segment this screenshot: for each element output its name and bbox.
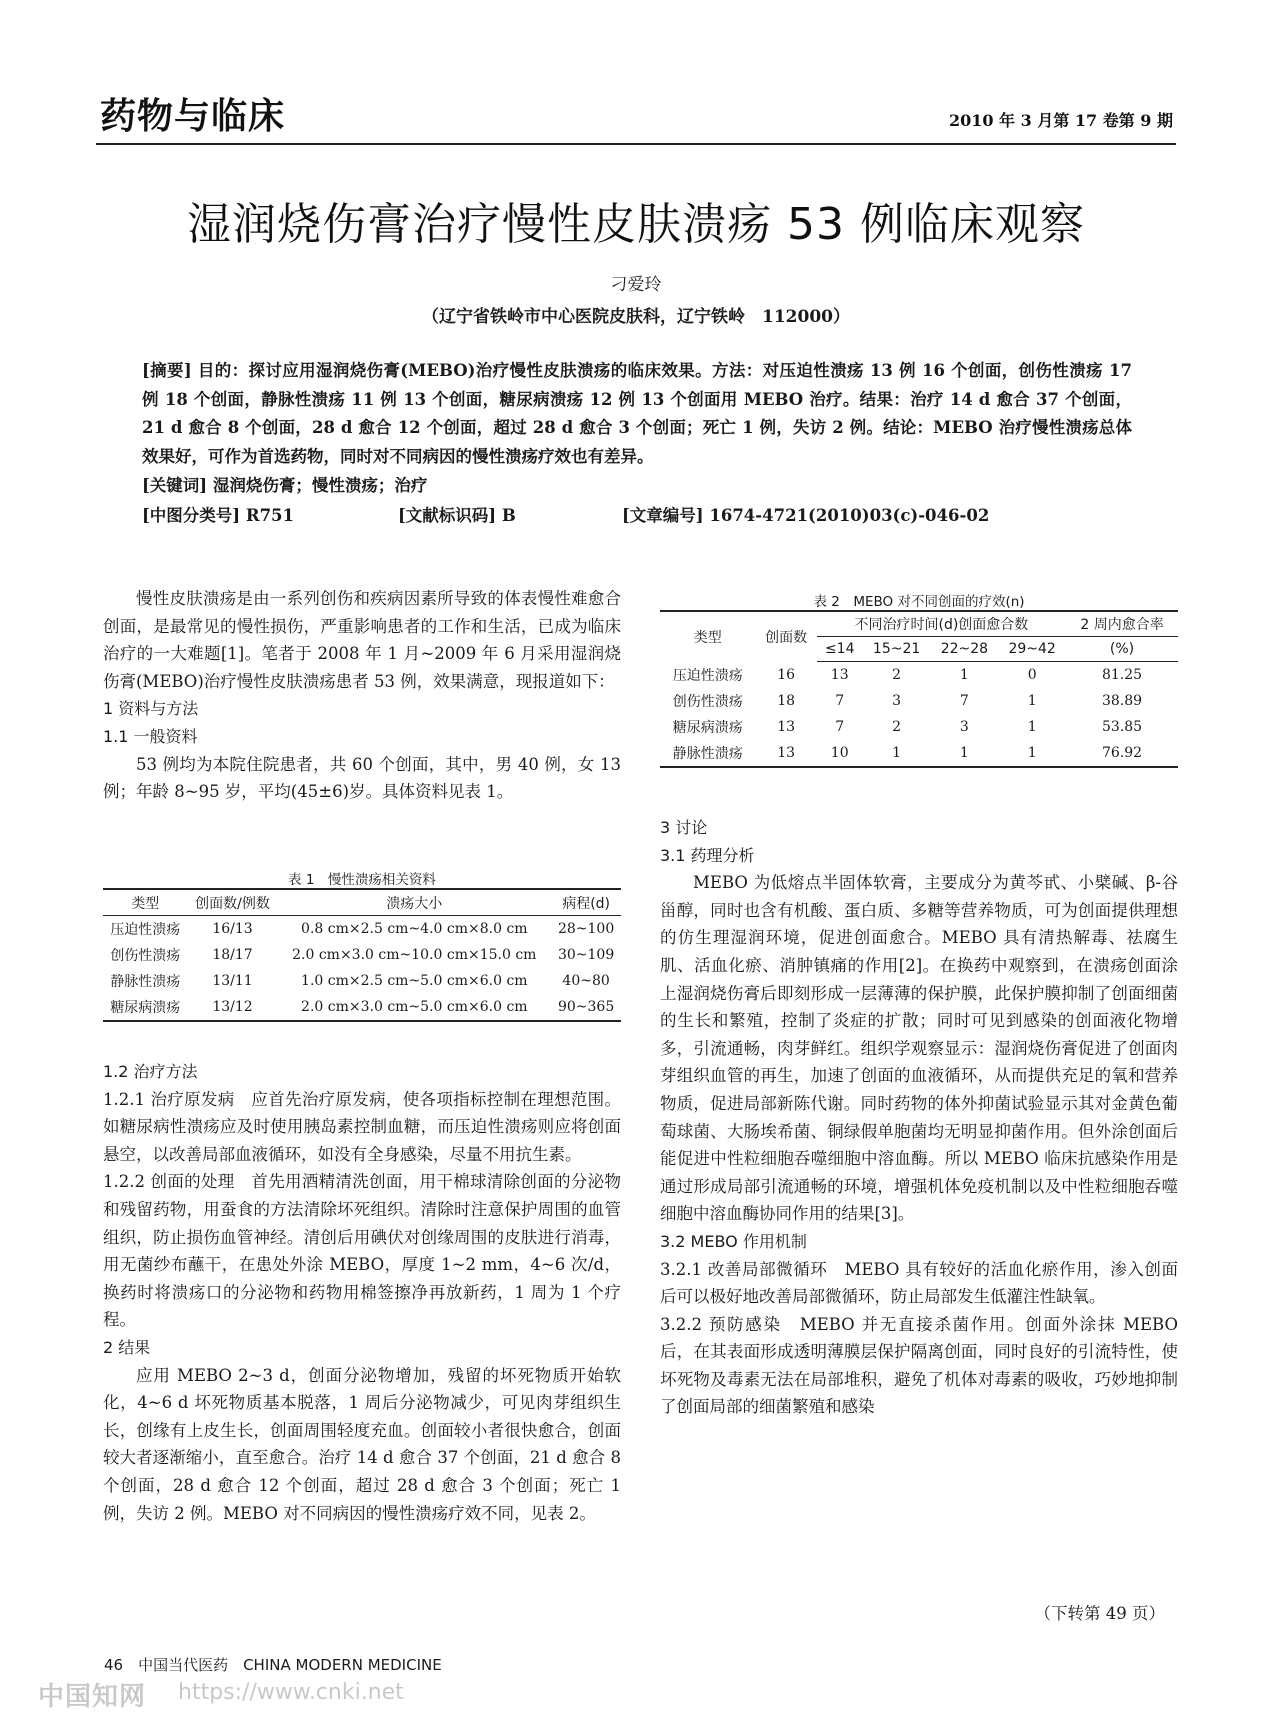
table-cell: 18 [777,693,796,709]
issue-info: 2010 年 3 月第 17 卷第 9 期 [948,111,1173,130]
heading-3-1: 3.1 药理分析 [660,845,755,865]
paragraph-3-2-2: 3.2.2 预防感染 MEBO 并无直接杀菌作用。创面外涂抹 MEBO 后，在其表面形成透明薄膜层保护隔离创面，同时良好的引流特性，使坏死物及毒素无法在局部堆积，避免了机体对毒素的吸收，巧妙地抑制了创面局部的细菌繁殖和感染 [660,1314,1178,1417]
table-1-header: 创面数/例数 [188,889,278,916]
table-row [660,740,1178,767]
table-cell: 13 [830,667,849,683]
table-2-subheader: 29~42 [998,637,1066,662]
table-1-header: 病程(d) [551,889,621,916]
intro-paragraph: 慢性皮肤溃疡是由一系列创伤和疾病因素所导致的体表慢性难愈合创面，是最常见的慢性损伤，严重影响患者的工作和生活，已成为临床治疗的一大难题[1]。笔者于 2008 年 1 月~2009 年 6 月采用湿润烧伤膏(MEBO)治疗慢性皮肤溃疡患者 53 例，效果满意，现报道如下： [103,589,621,691]
table-cell: 7 [835,719,845,735]
table-cell: 1 [1027,745,1037,761]
paragraph-3-1: MEBO 为低熔点半固体软膏，主要成分为黄芩甙、小檗碱、β-谷甾醇，同时也含有机酸、蛋白质、多糖等营养物质，可为创面提供理想的仿生理湿润环境，促进创面愈合。MEBO 具有清热解毒、祛腐生肌、活血化瘀、消肿镇痛的作用[2]。在换药中观察到，在溃疡创面涂上湿润烧伤膏后即刻形成一层薄薄的保护膜，此保护膜抑制了创面细菌的生长和繁殖，控制了炎症的扩散；同时可见到感染的创面液化物增多，引流通畅，肉芽鲜红。组织学观察显示：湿润烧伤膏促进了创面肉芽组织血管的再生，加速了创面的血液循环，从而提供充足的氧和营养物质，促进局部新陈代谢。同时药物的体外抑菌试验显示其对金黄色葡萄球菌、大肠埃希菌、铜绿假单胞菌均无明显抑菌作用。但外涂创面后能促进中性粒细胞吞噬细胞中溶血酶。所以 MEBO 临床抗感染作用是通过形成局部引流通畅的环境，增强机体免疫机制以及中性粒细胞吞噬细胞中溶血酶协同作用的结果[3]。 [660,873,1178,1224]
table-cell: 13 [777,719,796,735]
table-2-caption: 表 2 MEBO 对不同创面的疗效(n) [813,594,1025,610]
cnki-watermark-logo: 中国知网 [38,1682,147,1712]
table-cell: 13/11 [212,973,253,989]
table-cell: 16 [777,666,796,683]
paragraph-3-2-1: 3.2.1 改善局部微循环 MEBO 具有较好的活血化瘀作用，渗入创面后可以极好地改善局部微循环，防止局部发生低灌注性缺氧。 [660,1259,1178,1307]
heading-1-2: 1.2 治疗方法 [103,1062,198,1081]
table-cell: 2 [892,667,902,683]
table-cell: 压迫性溃疡 [672,667,743,684]
cnki-watermark-url: https://www.cnki.net [178,1680,404,1705]
heading-3-2: 3.2 MEBO 作用机制 [660,1231,807,1251]
table-cell: 28~100 [557,921,615,937]
author: 刁爱玲 [610,275,662,295]
table-2-header-count: 创面数 [765,629,808,646]
heading-3: 3 讨论 [660,818,708,837]
table-cell: 0.8 cm×2.5 cm~4.0 cm×8.0 cm [301,921,528,937]
table-cell: 13 [777,745,796,761]
left-column-top [103,585,621,806]
table-cell: 76.92 [1101,745,1143,761]
paragraph-1-2-2: 1.2.2 创面的处理 首先用酒精清洗创面，用干棉球清除创面的分泌物和残留药物，用蚕食的方法清除坏死组织。清除时注意保护周围的血管组织，防止损伤血管神经。清创后用碘伏对创缘周围的皮肤进行消毒，用无菌纱布蘸干，在患处外涂 MEBO，厚度 1~2 mm，4~6 次/d，换药时将溃疡口的分泌物和药物用棉签擦净再放新药，1 周为 1 个疗程。 [103,1172,621,1330]
heading-2: 2 结果 [103,1337,151,1357]
table-2-header-group: 不同治疗时间(d)创面愈合数 [817,611,1066,637]
table-cell: 16/13 [212,921,253,937]
table-cell: 创伤性溃疡 [110,948,181,964]
table-cell: 90~365 [557,999,615,1015]
table-cell: 81.25 [1101,667,1143,683]
table-cell: 0 [1027,667,1037,683]
right-column [660,814,1178,1421]
header-rule [96,143,1176,145]
abstract: [摘要] 目的：探讨应用湿润烧伤膏(MEBO)治疗慢性皮肤溃疡的临床效果。方法：对压迫性溃疡 13 例 16 个创面，创伤性溃疡 17 例 18 个创面，静脉性溃疡 11 例 13 个创面，糖尿病溃疡 12 例 13 个创面用 MEBO 治疗。结果：治疗 14 d 愈合 37 个创面，21 d 愈合 8 个创面，28 d 愈合 12 个创面，超过 28 d 愈合 3 个创面；死亡 1 例，失访 2 例。结论：MEBO 治疗慢性溃疡总体效果好，可作为首选药物，同时对不同病因的慢性溃疡疗效也有差异。 [142,361,1132,466]
document-code: [文献标识码] B [398,506,516,525]
page-footer: 46 中国当代医药 CHINA MODERN MEDICINE [104,1656,442,1674]
table-2-subheader: ≤14 [817,637,863,662]
table-cell: 40~80 [562,973,610,989]
keywords: [关键词] 湿润烧伤膏；慢性溃疡；治疗 [142,476,428,495]
heading-1-1: 1.1 一般资料 [103,726,198,746]
table-cell: 7 [959,693,969,709]
table-cell: 糖尿病溃疡 [110,1000,181,1016]
table-cell: 1 [959,667,969,683]
table-2-subheader: 22~28 [930,637,998,662]
table-cell: 38.89 [1101,693,1143,709]
table-cell: 静脉性溃疡 [110,974,181,990]
table-cell: 糖尿病溃疡 [672,720,743,736]
table-cell: 2.0 cm×3.0 cm~10.0 cm×15.0 cm [292,947,537,963]
table-2-grid [660,610,1178,768]
affiliation: （辽宁省铁岭市中心医院皮肤科，辽宁铁岭 112000） [422,307,850,327]
table-2 [660,590,1178,768]
table-1-header: 类型 [103,889,188,916]
table-row [103,942,621,968]
table-cell: 1 [1027,693,1037,709]
table-2-header-type: 类型 [693,629,722,646]
table-2-header-rate: 2 周内愈合率 [1080,617,1164,633]
table-cell: 1 [892,745,902,761]
table-cell: 2.0 cm×3.0 cm~5.0 cm×6.0 cm [301,999,528,1015]
table-2-header-rate-unit: (%) [1066,637,1178,662]
table-cell: 30~109 [557,947,615,963]
table-1-grid [103,888,621,1022]
table-row [103,968,621,994]
table-cell: 10 [830,745,849,761]
article-title: 湿润烧伤膏治疗慢性皮肤溃疡 53 例临床观察 [187,199,1085,250]
table-cell: 53.85 [1101,719,1143,735]
left-column-bottom [103,1058,621,1527]
continued-note: （下转第 49 页） [1034,1604,1165,1623]
table-row [660,714,1178,740]
heading-1: 1 资料与方法 [103,699,199,719]
table-2-subheader: 15~21 [863,637,931,662]
table-row [103,994,621,1021]
clc-number: [中图分类号] R751 [142,506,295,525]
table-cell: 3 [959,719,969,735]
table-row [660,688,1178,714]
table-row [660,662,1178,689]
table-cell: 1 [1027,719,1037,735]
table-row [103,916,621,943]
table-cell: 7 [835,693,845,709]
table-1 [103,868,621,1022]
article-number: [文章编号] 1674-4721(2010)03(c)-046-02 [622,506,990,525]
table-cell: 1 [959,745,969,761]
table-cell: 2 [892,719,902,735]
paragraph-2: 应用 MEBO 2~3 d，创面分泌物增加，残留的坏死物质开始软化，4~6 d 坏死物质基本脱落，1 周后分泌物减少，可见肉芽组织生长，创缘有上皮生长，创面周围轻度充血。创面较小者很快愈合，创面较大者逐渐缩小，直至愈合。治疗 14 d 愈合 37 个创面，21 d 愈合 8 个创面，28 d 愈合 12 个创面，超过 28 d 愈合 3 个创面；死亡 1 例，失访 2 例。MEBO 对不同病因的慢性溃疡疗效不同，见表 2。 [103,1365,621,1523]
table-cell: 创伤性溃疡 [672,694,743,710]
table-cell: 压迫性溃疡 [110,922,181,938]
paragraph-1-2-1: 1.2.1 治疗原发病 应首先治疗原发病，使各项指标控制在理想范围。如糖尿病性溃疡应及时使用胰岛素控制血糖，而压迫性溃疡则应将创面悬空，以改善局部血液循环，如没有全身感染，尽量不用抗生素。 [103,1089,621,1164]
table-cell: 1.0 cm×2.5 cm~5.0 cm×6.0 cm [301,973,528,989]
table-cell: 13/12 [212,999,253,1015]
table-cell: 3 [892,693,902,709]
table-cell: 18/17 [212,947,253,963]
section-title: 药物与临床 [100,96,286,137]
table-1-caption: 表 1 慢性溃疡相关资料 [288,872,436,888]
table-1-header: 溃疡大小 [277,889,551,916]
table-cell: 静脉性溃疡 [672,746,743,762]
paragraph-1-1: 53 例均为本院住院患者，共 60 个创面，其中，男 40 例，女 13 例；年龄 8~95 岁，平均(45±6)岁。具体资料见表 1。 [103,754,621,802]
